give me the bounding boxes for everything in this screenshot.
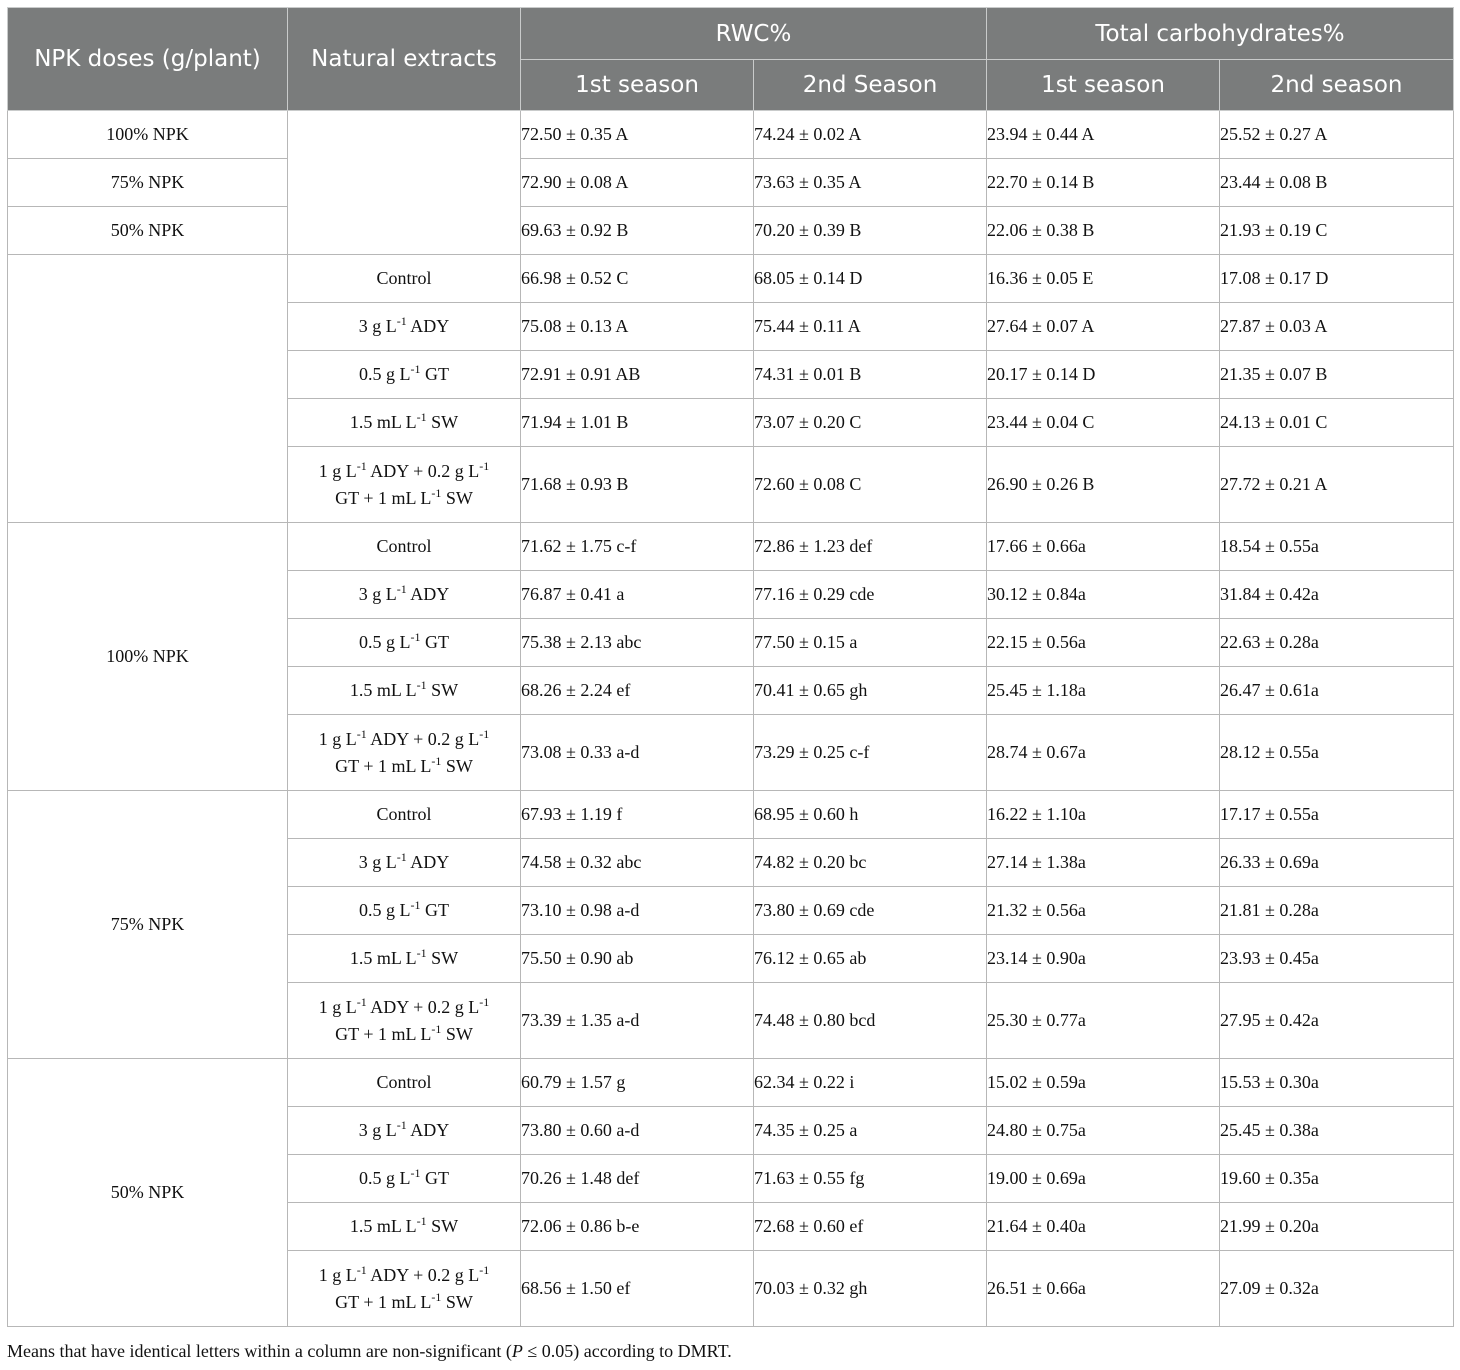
rwc-1st-cell: 69.63 ± 0.92 B [521,207,754,255]
rwc-1st-cell: 73.10 ± 0.98 a-d [521,887,754,935]
carb-2nd-cell: 21.81 ± 0.28a [1220,887,1454,935]
empty-extract-cell [288,111,521,255]
rwc-1st-cell: 73.80 ± 0.60 a-d [521,1107,754,1155]
extract-cell: 1.5 mL $L^{-1}$ SW [288,1203,521,1251]
extract-cell: 0.5 g $L^{-1}$ GT [288,351,521,399]
extract-cell: 1 g $L^{-1}$ ADY + 0.2 g $L^{-1}$ GT + 1 mL $L^{-1}$ SW [288,983,521,1059]
carb-1st-cell: 20.17 ± 0.14 D [987,351,1220,399]
rwc-2nd-cell: 74.31 ± 0.01 B [754,351,987,399]
rwc-2nd-cell: 74.82 ± 0.20 bc [754,839,987,887]
extract-cell: 3 g $L^{-1}$ ADY [288,839,521,887]
carb-2nd-cell: 22.63 ± 0.28a [1220,619,1454,667]
rwc-1st-cell: 73.08 ± 0.33 a-d [521,715,754,791]
header-npk-doses: NPK doses (g/plant) [8,8,288,111]
carb-1st-cell: 26.51 ± 0.66a [987,1251,1220,1327]
npk-dose-cell: 100% NPK [8,111,288,159]
carb-1st-cell: 16.36 ± 0.05 E [987,255,1220,303]
carb-2nd-cell: 25.45 ± 0.38a [1220,1107,1454,1155]
carb-1st-cell: 23.44 ± 0.04 C [987,399,1220,447]
rwc-2nd-cell: 70.20 ± 0.39 B [754,207,987,255]
rwc-1st-cell: 74.58 ± 0.32 abc [521,839,754,887]
rwc-2nd-cell: 73.29 ± 0.25 c-f [754,715,987,791]
extract-cell: 3 g $L^{-1}$ ADY [288,571,521,619]
rwc-1st-cell: 71.62 ± 1.75 c-f [521,523,754,571]
footnote-text-end: ≤ 0.05) according to DMRT. [522,1341,732,1361]
empty-dose-cell [8,255,288,523]
rwc-1st-cell: 67.93 ± 1.19 f [521,791,754,839]
carb-1st-cell: 17.66 ± 0.66a [987,523,1220,571]
rwc-2nd-cell: 76.12 ± 0.65 ab [754,935,987,983]
rwc-1st-cell: 68.26 ± 2.24 ef [521,667,754,715]
carb-1st-cell: 19.00 ± 0.69a [987,1155,1220,1203]
carb-1st-cell: 23.14 ± 0.90a [987,935,1220,983]
extract-cell: 3 g $L^{-1}$ ADY [288,303,521,351]
carb-1st-cell: 24.80 ± 0.75a [987,1107,1220,1155]
carb-1st-cell: 28.74 ± 0.67a [987,715,1220,791]
rwc-1st-cell: 75.08 ± 0.13 A [521,303,754,351]
carb-2nd-cell: 21.99 ± 0.20a [1220,1203,1454,1251]
carb-1st-cell: 16.22 ± 1.10a [987,791,1220,839]
data-table [7,7,1454,1327]
carb-1st-cell: 27.14 ± 1.38a [987,839,1220,887]
header-carb-1st-season: 1st season [987,60,1220,111]
rwc-2nd-cell: 62.34 ± 0.22 i [754,1059,987,1107]
carb-1st-cell: 25.45 ± 1.18a [987,667,1220,715]
table-body [8,111,1454,1327]
carb-2nd-cell: 19.60 ± 0.35a [1220,1155,1454,1203]
carb-2nd-cell: 26.33 ± 0.69a [1220,839,1454,887]
carb-2nd-cell: 24.13 ± 0.01 C [1220,399,1454,447]
footnote-text-start: Means that have identical letters within a column are non-significant ( [7,1341,512,1361]
rwc-1st-cell: 75.38 ± 2.13 abc [521,619,754,667]
extract-cell: 0.5 g $L^{-1}$ GT [288,887,521,935]
carb-2nd-cell: 27.87 ± 0.03 A [1220,303,1454,351]
header-natural-extracts: Natural extracts [288,8,521,111]
table-row [8,159,1454,207]
carb-2nd-cell: 21.35 ± 0.07 B [1220,351,1454,399]
table-row [8,1059,1454,1107]
rwc-1st-cell: 68.56 ± 1.50 ef [521,1251,754,1327]
carb-1st-cell: 21.32 ± 0.56a [987,887,1220,935]
rwc-2nd-cell: 68.05 ± 0.14 D [754,255,987,303]
footnote-p-symbol: P [511,1341,523,1361]
carb-2nd-cell: 25.52 ± 0.27 A [1220,111,1454,159]
rwc-2nd-cell: 68.95 ± 0.60 h [754,791,987,839]
carb-1st-cell: 26.90 ± 0.26 B [987,447,1220,523]
carb-2nd-cell: 31.84 ± 0.42a [1220,571,1454,619]
rwc-2nd-cell: 77.16 ± 0.29 cde [754,571,987,619]
rwc-2nd-cell: 72.60 ± 0.08 C [754,447,987,523]
carb-2nd-cell: 27.72 ± 0.21 A [1220,447,1454,523]
extract-cell: 0.5 g $L^{-1}$ GT [288,619,521,667]
carb-1st-cell: 23.94 ± 0.44 A [987,111,1220,159]
table-row [8,791,1454,839]
npk-dose-cell: 50% NPK [8,1059,288,1327]
carb-1st-cell: 21.64 ± 0.40a [987,1203,1220,1251]
npk-dose-cell: 75% NPK [8,791,288,1059]
extract-cell: 1 g $L^{-1}$ ADY + 0.2 g $L^{-1}$ GT + 1 mL $L^{-1}$ SW [288,1251,521,1327]
rwc-2nd-cell: 74.35 ± 0.25 a [754,1107,987,1155]
rwc-2nd-cell: 71.63 ± 0.55 fg [754,1155,987,1203]
rwc-1st-cell: 72.06 ± 0.86 b-e [521,1203,754,1251]
table-row [8,255,1454,303]
table-row [8,207,1454,255]
carb-2nd-cell: 28.12 ± 0.55a [1220,715,1454,791]
carb-1st-cell: 22.70 ± 0.14 B [987,159,1220,207]
rwc-2nd-cell: 72.86 ± 1.23 def [754,523,987,571]
rwc-1st-cell: 71.68 ± 0.93 B [521,447,754,523]
rwc-1st-cell: 72.90 ± 0.08 A [521,159,754,207]
extract-cell: 1.5 mL $L^{-1}$ SW [288,667,521,715]
carb-1st-cell: 22.06 ± 0.38 B [987,207,1220,255]
rwc-2nd-cell: 77.50 ± 0.15 a [754,619,987,667]
carb-1st-cell: 15.02 ± 0.59a [987,1059,1220,1107]
rwc-1st-cell: 72.91 ± 0.91 AB [521,351,754,399]
npk-dose-cell: 100% NPK [8,523,288,791]
rwc-2nd-cell: 70.03 ± 0.32 gh [754,1251,987,1327]
rwc-1st-cell: 60.79 ± 1.57 g [521,1059,754,1107]
carb-2nd-cell: 23.93 ± 0.45a [1220,935,1454,983]
carb-1st-cell: 22.15 ± 0.56a [987,619,1220,667]
rwc-1st-cell: 66.98 ± 0.52 C [521,255,754,303]
rwc-2nd-cell: 70.41 ± 0.65 gh [754,667,987,715]
rwc-2nd-cell: 73.63 ± 0.35 A [754,159,987,207]
rwc-1st-cell: 71.94 ± 1.01 B [521,399,754,447]
extract-cell: Control [288,1059,521,1107]
npk-dose-cell: 50% NPK [8,207,288,255]
extract-cell: 1.5 mL $L^{-1}$ SW [288,935,521,983]
npk-dose-cell: 75% NPK [8,159,288,207]
rwc-2nd-cell: 72.68 ± 0.60 ef [754,1203,987,1251]
carb-1st-cell: 30.12 ± 0.84a [987,571,1220,619]
rwc-2nd-cell: 74.24 ± 0.02 A [754,111,987,159]
header-rwc-1st-season: 1st season [521,60,754,111]
table-row [8,523,1454,571]
extract-cell: 3 g $L^{-1}$ ADY [288,1107,521,1155]
header-carb-2nd-season: 2nd season [1220,60,1454,111]
carb-2nd-cell: 27.95 ± 0.42a [1220,983,1454,1059]
rwc-1st-cell: 70.26 ± 1.48 def [521,1155,754,1203]
extract-cell: 1 g $L^{-1}$ ADY + 0.2 g $L^{-1}$ GT + 1 mL $L^{-1}$ SW [288,447,521,523]
carb-2nd-cell: 26.47 ± 0.61a [1220,667,1454,715]
carb-1st-cell: 25.30 ± 0.77a [987,983,1220,1059]
extract-cell: Control [288,523,521,571]
rwc-1st-cell: 75.50 ± 0.90 ab [521,935,754,983]
rwc-1st-cell: 72.50 ± 0.35 A [521,111,754,159]
rwc-2nd-cell: 75.44 ± 0.11 A [754,303,987,351]
carb-1st-cell: 27.64 ± 0.07 A [987,303,1220,351]
table-footnote [7,1341,732,1362]
header-total-carbohydrates: Total carbohydrates% [987,8,1454,60]
carb-2nd-cell: 15.53 ± 0.30a [1220,1059,1454,1107]
carb-2nd-cell: 18.54 ± 0.55a [1220,523,1454,571]
carb-2nd-cell: 23.44 ± 0.08 B [1220,159,1454,207]
extract-cell: Control [288,255,521,303]
rwc-2nd-cell: 74.48 ± 0.80 bcd [754,983,987,1059]
rwc-1st-cell: 76.87 ± 0.41 a [521,571,754,619]
rwc-1st-cell: 73.39 ± 1.35 a-d [521,983,754,1059]
extract-cell: 1 g $L^{-1}$ ADY + 0.2 g $L^{-1}$ GT + 1 mL $L^{-1}$ SW [288,715,521,791]
header-rwc: RWC% [521,8,987,60]
rwc-2nd-cell: 73.80 ± 0.69 cde [754,887,987,935]
rwc-2nd-cell: 73.07 ± 0.20 C [754,399,987,447]
extract-cell: 1.5 mL $L^{-1}$ SW [288,399,521,447]
carb-2nd-cell: 17.17 ± 0.55a [1220,791,1454,839]
table-row [8,111,1454,159]
carb-2nd-cell: 21.93 ± 0.19 C [1220,207,1454,255]
carb-2nd-cell: 27.09 ± 0.32a [1220,1251,1454,1327]
extract-cell: 0.5 g $L^{-1}$ GT [288,1155,521,1203]
header-rwc-2nd-season: 2nd Season [754,60,987,111]
extract-cell: Control [288,791,521,839]
carb-2nd-cell: 17.08 ± 0.17 D [1220,255,1454,303]
